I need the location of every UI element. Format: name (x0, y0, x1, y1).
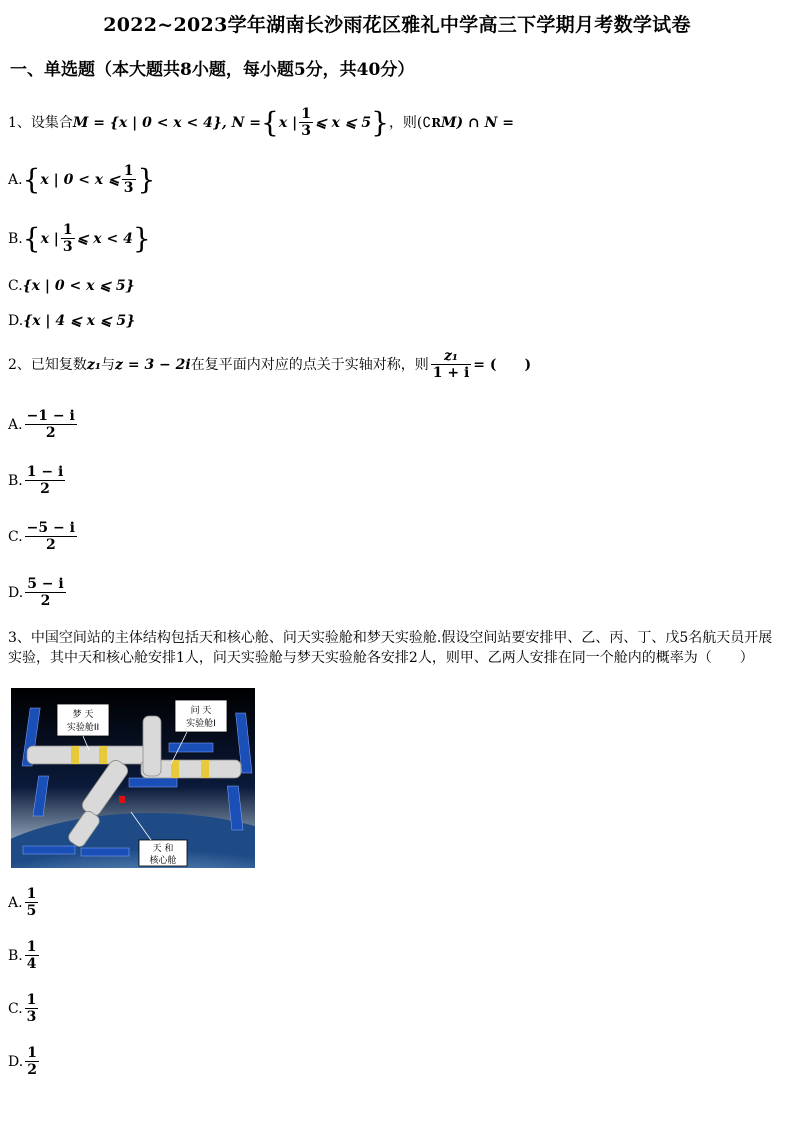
q1-option-b: B. { x | $\frac{1}{3}$ ⩽ x < 4 } (8, 221, 151, 255)
space-station-image (11, 688, 255, 868)
q2-option-d: D. $\frac{5 - i}{2}$ (8, 576, 64, 609)
section-heading: 一、单选题（本大题共8小题，每小题5分，共40分） (10, 60, 415, 80)
svg-text:核心舱: 核心舱 (149, 856, 177, 866)
svg-text:实验舱II: 实验舱II (66, 723, 100, 733)
q2-option-b: B. $\frac{1 - i}{2}$ (8, 464, 64, 497)
question-3: 3、中国空间站的主体结构包括天和核心舱、问天实验舱和梦天实验舱.假设空间站要安排甲、乙、丙、丁、戊5名航天员开展实验，其中天和核心舱安排1人，问天实验舱与梦天实验舱各安排2人，则甲、乙两人安排在同一个舱内的概率为（ ） (8, 630, 773, 666)
question-1: 1、设集合 M = {x | 0 < x < 4}, N = { x | $\frac{1}{3}$ ⩽ x ⩽ 5 } ，则(∁ R M) ∩ N = (8, 105, 515, 139)
q3-option-b: B. $\frac{1}{4}$ (8, 939, 37, 972)
q1-option-a: A. { x | 0 < x ⩽ $\frac{1}{3}$ } (8, 162, 156, 196)
svg-text:实验舱I: 实验舱I (186, 719, 216, 729)
svg-text:天 和: 天 和 (152, 844, 174, 854)
q3-option-d: D. $\frac{1}{2}$ (8, 1045, 37, 1078)
svg-text:梦 天: 梦 天 (72, 710, 94, 720)
svg-text:问 天: 问 天 (190, 706, 212, 716)
q1-option-c: C.{x | 0 < x ⩽ 5} (8, 278, 135, 294)
q1-option-d: D.{x | 4 ⩽ x ⩽ 5} (8, 313, 136, 329)
q3-option-c: C. $\frac{1}{3}$ (8, 992, 37, 1025)
q3-option-a: A. $\frac{1}{5}$ (8, 886, 37, 919)
q2-option-c: C. $\frac{-5 - i}{2}$ (8, 520, 75, 553)
exam-title: 2022~2023学年湖南长沙雨花区雅礼中学高三下学期月考数学试卷 (103, 14, 691, 36)
question-2: 2、已知复数 z₁ 与 z = 3 − 2i 在复平面内对应的点关于实轴对称，则 $\frac{\text{z₁}}{1 + i}$ = ( ) (8, 348, 532, 381)
fraction: $\frac{1}{3}$ (301, 106, 311, 139)
q2-option-a: A. $\frac{-1 - i}{2}$ (8, 408, 75, 441)
